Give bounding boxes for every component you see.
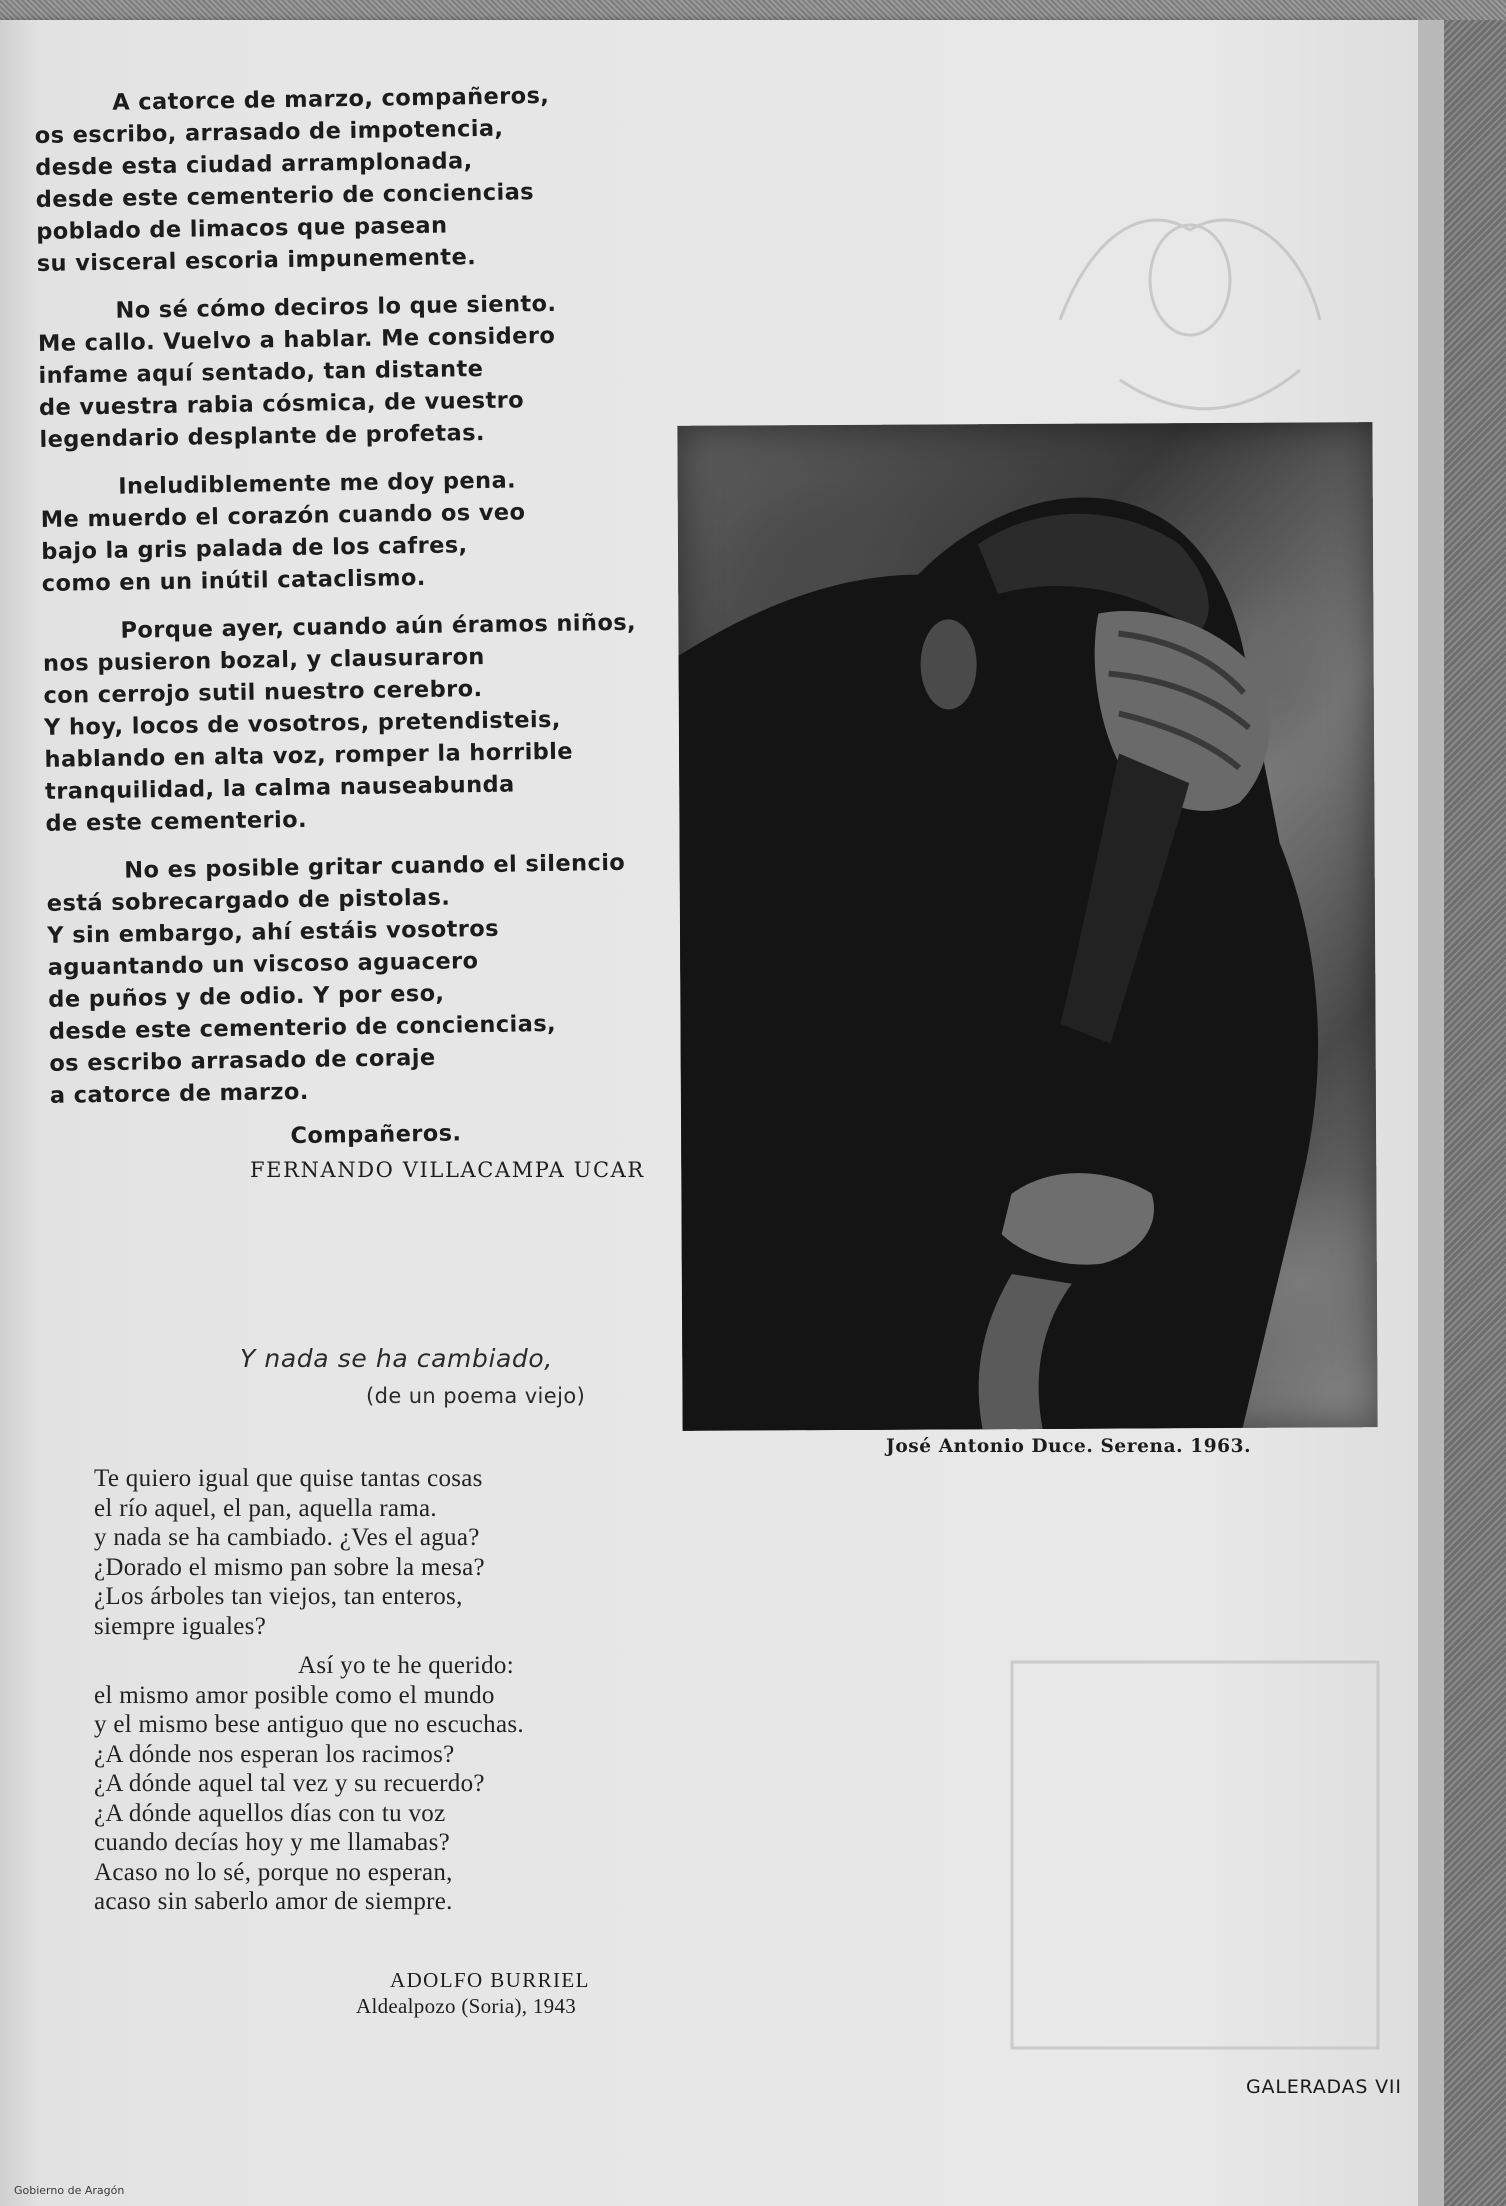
poem-line: os escribo, arrasado de impotencia, <box>34 115 504 149</box>
poem-line: y nada se ha cambiado. ¿Ves el agua? <box>94 1524 480 1551</box>
poem-line: de este cementerio. <box>45 806 308 837</box>
poem-line: con cerrojo sutil nuestro cerebro. <box>43 676 483 709</box>
poem2-subtitle: (de un poema viejo) <box>366 1384 586 1408</box>
photo-caption: José Antonio Duce. Serena. 1963. <box>886 1436 1252 1457</box>
poem-line: y el mismo bese antiguo que no escuchas. <box>94 1711 524 1738</box>
poem-line: Me callo. Vuelvo a hablar. Me considero <box>37 322 556 357</box>
poem-line: hablando en alta voz, romper la horrible <box>44 738 574 773</box>
poem-line: ¿Dorado el mismo pan sobre la mesa? <box>94 1553 485 1581</box>
poem-line: Porque ayer, cuando aún éramos niños, <box>120 609 637 644</box>
stanza-3 <box>40 462 672 600</box>
poem-closing: Compañeros. <box>290 1120 462 1150</box>
poem-line: su visceral escoria impunemente. <box>36 244 477 277</box>
poem-line: ¿A dónde aquellos días con tu voz <box>94 1799 446 1827</box>
poem-line: A catorce de marzo, compañeros, <box>112 82 550 116</box>
poem-line: desde este cementerio de conciencias <box>35 179 535 213</box>
poem-line: tranquilidad, la calma nauseabunda <box>44 771 515 805</box>
poem-line: a catorce de marzo. <box>49 1078 309 1109</box>
poem2-author: ADOLFO BURRIEL <box>390 1968 590 1992</box>
poem-line: ¿A dónde nos esperan los racimos? <box>94 1740 455 1768</box>
poem-line: está sobrecargado de pistolas. <box>46 884 451 917</box>
poem-line: poblado de limacos que pasean <box>36 212 448 245</box>
poem-line: Me muerdo el corazón cuando os veo <box>40 499 526 533</box>
poem-line: Así yo te he querido: <box>298 1652 514 1679</box>
poem-line: No es posible gritar cuando el silencio <box>124 849 626 884</box>
poem-compañeros <box>34 78 681 1156</box>
poem-line: Acaso no lo sé, porque no esperan, <box>94 1858 453 1886</box>
poem-line: como en un inútil cataclismo. <box>41 564 426 597</box>
poem-line: bajo la gris palada de los cafres, <box>41 532 468 565</box>
poem-line: desde este cementerio de conciencias, <box>48 1010 557 1045</box>
poem-line: Ineludiblemente me doy pena. <box>118 467 517 500</box>
poem-line: Y hoy, locos de vosotros, pretendisteis, <box>43 706 561 741</box>
stanza-2 <box>37 286 669 456</box>
poem-line: os escribo arrasado de coraje <box>49 1044 436 1077</box>
poem-line: el mismo amor posible como el mundo <box>94 1681 495 1709</box>
stanza-1 <box>34 78 667 280</box>
photograph-old-man <box>677 422 1377 1431</box>
poem-line: desde esta ciudad arramplonada, <box>35 148 473 181</box>
page-edge <box>1418 20 1444 2206</box>
page-label: GALERADAS VII <box>1246 2076 1402 2098</box>
poem-line: siempre iguales? <box>94 1612 267 1640</box>
stanza-5 <box>46 846 680 1112</box>
poem-line: el río aquel, el pan, aquella rama. <box>94 1494 437 1522</box>
poem-line: ¿A dónde aquel tal vez y su recuerdo? <box>94 1770 485 1797</box>
poem-line: acaso sin saberlo amor de siempre. <box>94 1888 453 1915</box>
poem-line: legendario desplante de profetas. <box>39 419 486 453</box>
poem-line: cuando decías hoy y me llamabas? <box>94 1829 450 1856</box>
poem-y-nada-se-ha-cambiado <box>94 1464 654 1917</box>
poem-line: infame aquí sentado, tan distante <box>38 355 484 389</box>
poem-line: de puños y de odio. Y por eso, <box>48 980 445 1013</box>
poem-line: aguantando un viscoso aguacero <box>47 948 479 981</box>
poem-line: Y sin embargo, ahí estáis vosotros <box>47 915 500 949</box>
poem-line: nos pusieron bozal, y clausuraron <box>42 643 485 677</box>
photo-figure-silhouette <box>677 422 1377 1431</box>
poem2-title: Y nada se ha cambiado, <box>240 1344 553 1373</box>
stanza-4 <box>42 606 675 840</box>
poem-line: Te quiero igual que quise tantas cosas <box>94 1465 483 1492</box>
poem-line: ¿Los árboles tan viejos, tan enteros, <box>94 1583 463 1610</box>
poem-line: No sé cómo deciros lo que siento. <box>115 290 557 324</box>
poem1-author: FERNANDO VILLACAMPA UCAR <box>250 1158 645 1182</box>
poem2-place-date: Aldealpozo (Soria), 1943 <box>356 1994 577 2018</box>
source-watermark: Gobierno de Aragón <box>14 2184 125 2197</box>
poem-line: de vuestra rabia cósmica, de vuestro <box>38 387 525 421</box>
